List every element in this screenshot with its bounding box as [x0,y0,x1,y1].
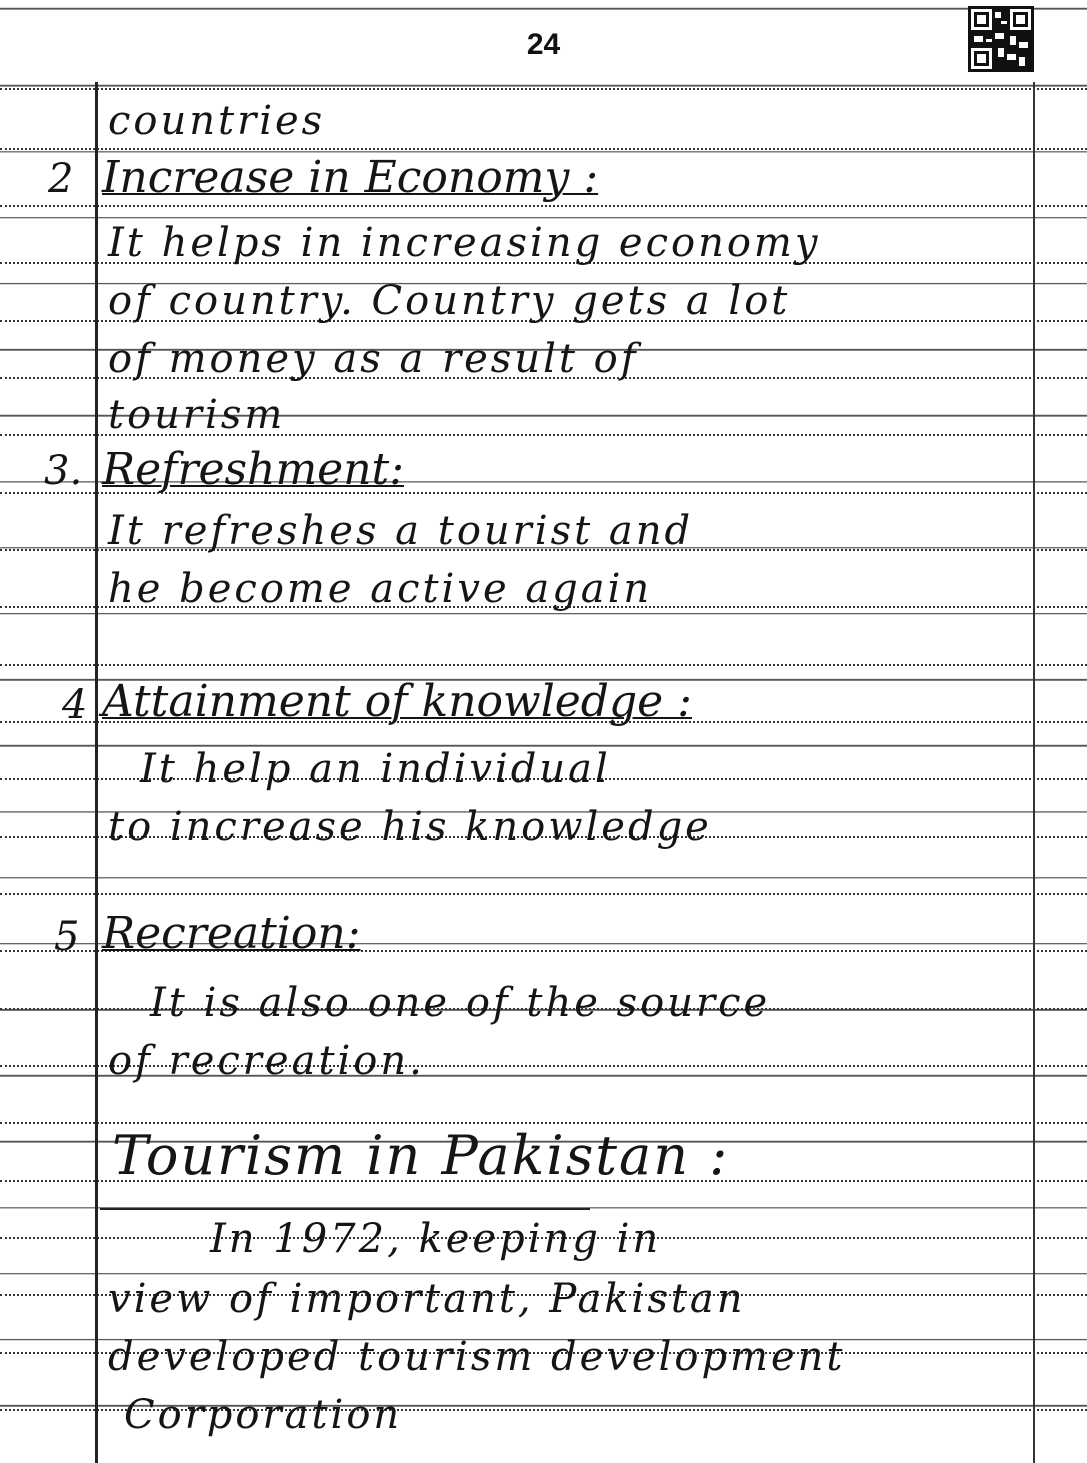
text-line: he become active again [108,566,653,612]
text-line: It help an individual [140,746,611,792]
section-heading: Attainment of knowledge : [102,676,692,727]
text-line: countries [108,98,326,144]
section-heading: Refreshment: [102,444,405,495]
left-margin-line [95,82,98,1463]
point-number: 2 [48,156,74,202]
text-line: It refreshes a tourist and [108,508,694,554]
ruled-line [0,205,1087,207]
point-number: 3. [44,448,83,494]
ruled-line [0,664,1087,666]
section-heading: Increase in Economy : [102,152,599,203]
text-line: of money as a result of [108,336,639,382]
text-line: Corporation [124,1392,403,1438]
point-number: 4 [62,682,88,728]
text-line: of country. Country gets a lot [108,278,791,324]
point-number: 5 [54,914,80,960]
text-line: In 1972, keeping in [210,1216,662,1262]
ruled-line [0,148,1087,150]
text-line: view of important, Pakistan [108,1276,746,1322]
text-line: to increase his knowledge [108,804,712,850]
ruled-line [0,893,1087,895]
page-number: 24 [526,28,561,61]
section-heading: Recreation: [102,908,361,959]
text-line: It is also one of the source [150,980,771,1026]
text-line: developed tourism development [108,1334,846,1380]
right-margin-line [1033,82,1035,1463]
topic-title: Tourism in Pakistan : [112,1124,730,1187]
ruled-line [0,88,1087,90]
text-line: tourism [108,392,286,438]
title-underline [100,1208,590,1210]
text-line: of recreation. [108,1038,425,1084]
text-line: It helps in increasing economy [108,220,821,266]
qr-code-icon [968,6,1034,72]
